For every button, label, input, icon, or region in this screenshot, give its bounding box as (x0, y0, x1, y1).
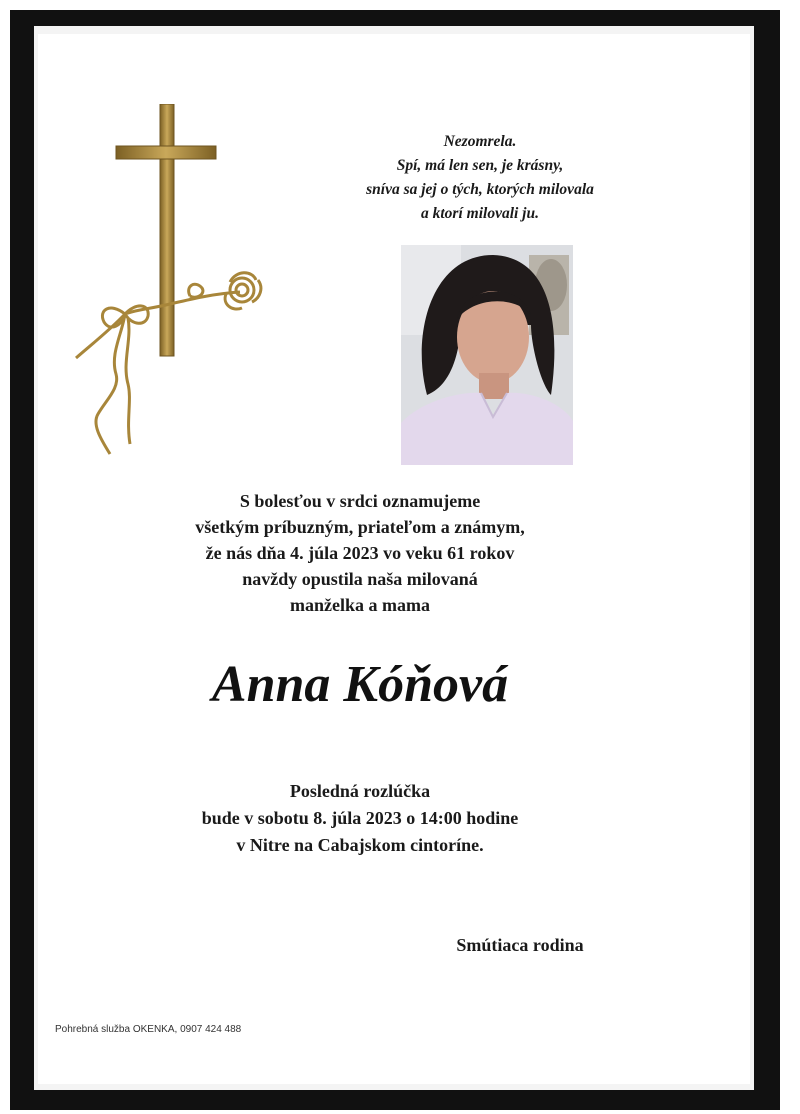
death-announcement (150, 488, 570, 618)
announcement-line: manželka a mama (290, 595, 430, 615)
announcement-line: všetkým príbuzným, priateľom a známym, (195, 517, 525, 537)
verse-line: Spí, má len sen, je krásny, (396, 157, 564, 174)
farewell-line: bude v sobotu 8. júla 2023 o 14:00 hodine (201, 808, 519, 828)
verse-line: a ktorí milovali ju. (421, 205, 539, 222)
family-signature: Smútiaca rodina (456, 935, 584, 955)
verse-line: sníva sa jej o tých, ktorých milovala (366, 181, 594, 198)
verse-line: Nezomrela. (443, 133, 517, 150)
farewell-line: v Nitre na Cabajskom cintoríne. (236, 835, 484, 855)
funeral-service-contact: Pohrebná služba OKENKA, 0907 424 488 (55, 1024, 242, 1035)
deceased-name: Anna Kóňová (211, 656, 509, 713)
announcement-line: že nás dňa 4. júla 2023 vo veku 61 rokov (205, 543, 515, 563)
farewell-line: Posledná rozlúčka (289, 781, 431, 801)
cross-with-rose-icon (70, 104, 270, 464)
announcement-line: navždy opustila naša milovaná (242, 569, 478, 589)
portrait-photo (401, 245, 573, 465)
funeral-details (150, 778, 570, 859)
announcement-line: S bolesťou v srdci oznamujeme (239, 491, 481, 511)
memorial-verse (330, 130, 630, 226)
